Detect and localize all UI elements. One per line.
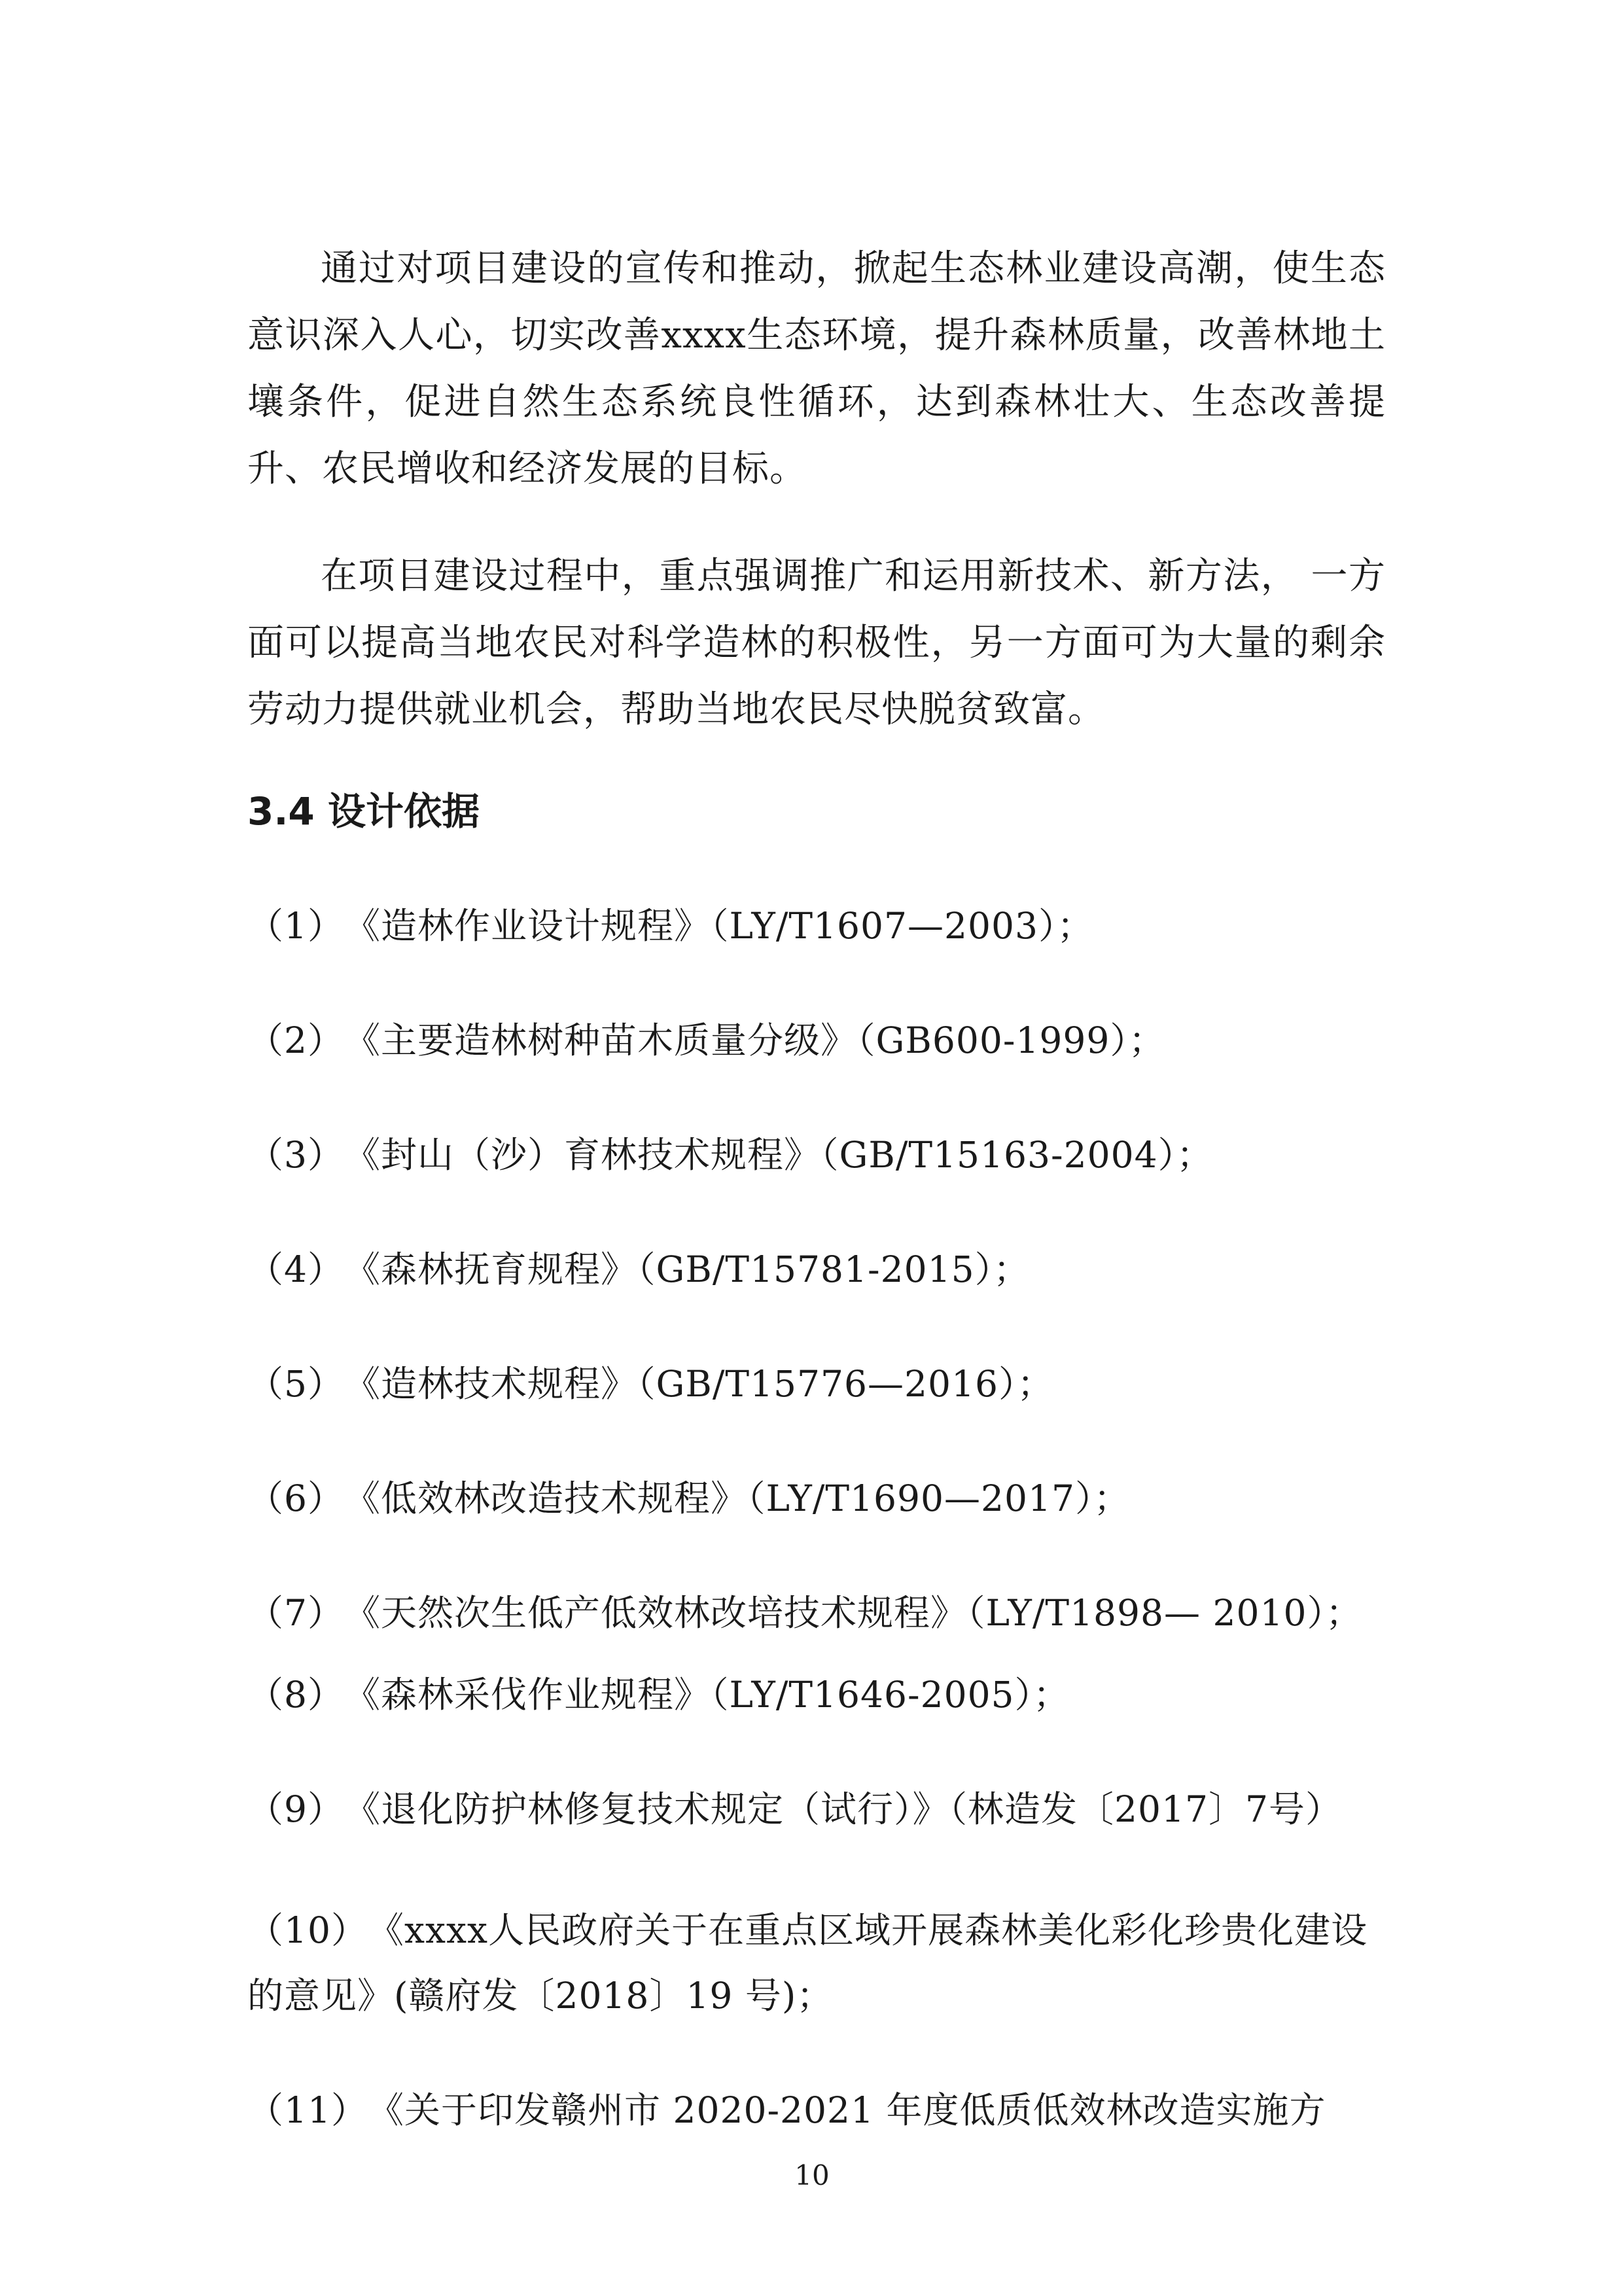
reference-number: （3） — [247, 1134, 344, 1176]
body-paragraph-2: 在项目建设过程中，重点强调推广和运用新技术、新方法， 一方面可以提高当地农民对科学造林的积极性，另一方面可为大量的剩余劳动力提供就业机会，帮助当地农民尽快脱贫致富。 — [247, 555, 1386, 731]
reference-text: 《主要造林树种苗木质量分级》（GB600-1999）； — [344, 1019, 1165, 1061]
reference-number: （1） — [247, 905, 344, 947]
reference-item — [247, 1237, 1399, 1302]
reference-number: （4） — [247, 1248, 344, 1290]
reference-item — [247, 1008, 1399, 1073]
reference-item — [247, 1580, 1399, 1646]
reference-number: （6） — [247, 1477, 344, 1519]
reference-number: （11） — [247, 2089, 368, 2131]
reference-item — [247, 1662, 1399, 1727]
reference-number: （2） — [247, 1019, 344, 1061]
reference-text: 《封山（沙）育林技术规程》（GB/T15163-2004）； — [344, 1134, 1214, 1176]
reference-item — [247, 1776, 1399, 1842]
page-number: 10 — [794, 2159, 830, 2191]
reference-item — [247, 1351, 1399, 1417]
reference-text: 《关于印发赣州市 2020-2021 年度低质低效林改造实施方 — [368, 2089, 1326, 2131]
reference-item — [247, 2077, 1399, 2143]
reference-item — [247, 893, 1399, 959]
reference-text: 《造林作业设计规程》（LY/T1607—2003）； — [344, 905, 1094, 947]
reference-number: （7） — [247, 1592, 344, 1634]
section-heading: 3.4 设计依据 — [247, 789, 480, 834]
reference-number: （5） — [247, 1363, 344, 1405]
reference-number: （8） — [247, 1674, 344, 1716]
reference-text: 《造林技术规程》（GB/T15776—2016）； — [344, 1363, 1054, 1405]
body-paragraph-1: 通过对项目建设的宣传和推动，掀起生态林业建设高潮，使生态意识深入人心，切实改善xxxx生态环境，提升森林质量，改善林地土壤条件，促进自然生态系统良性循环，达到森林壮大、生态改善提升、农民增收和经济发展的目标。 — [247, 247, 1386, 490]
reference-number: （10） — [247, 1909, 368, 1951]
reference-text: 《天然次生低产低效林改培技术规程》（LY/T1898— 2010）； — [344, 1592, 1362, 1634]
reference-number: （9） — [247, 1788, 344, 1830]
reference-item — [247, 1122, 1399, 1188]
reference-item — [247, 1898, 1399, 2028]
reference-text: 《森林抚育规程》（GB/T15781-2015）； — [344, 1248, 1031, 1290]
reference-text: 《低效林改造技术规程》（LY/T1690—2017）； — [344, 1477, 1131, 1519]
reference-item — [247, 1466, 1399, 1531]
reference-text: 《森林采伐作业规程》（LY/T1646-2005）； — [344, 1674, 1070, 1716]
reference-text: 《xxxx人民政府关于在重点区域开展森林美化彩化珍贵化建设的意见》(赣府发〔2018〕19 号)； — [247, 1909, 1368, 2017]
reference-text: 《退化防护林修复技术规定（试行）》（林造发〔2017〕7号） — [344, 1788, 1342, 1830]
